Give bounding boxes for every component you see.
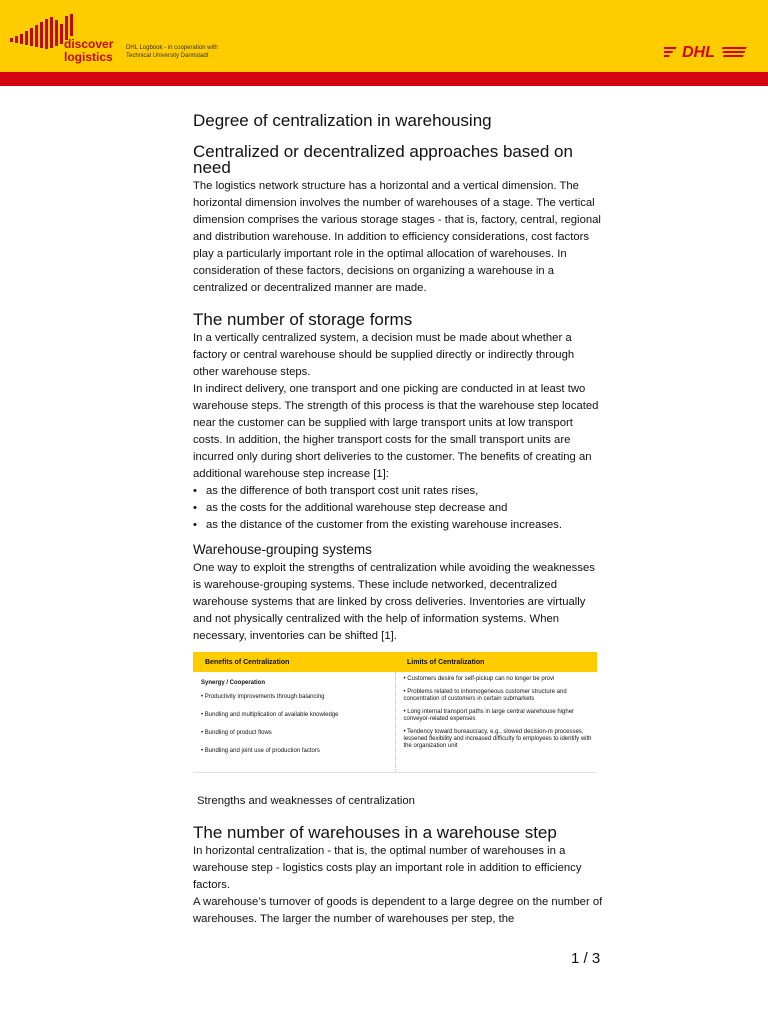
page-number: 1 / 3	[571, 950, 601, 967]
figure-limit-item: • Tendency toward bureaucracy, e.g., slowed decision-m processes, lessened flexibility and increased difficulty fo employees to identify with the organization unit	[403, 729, 592, 749]
figure-limit-item: • Problems related to inhomogeneous customer structure and concentration of customers in certain submarkets	[403, 689, 567, 702]
header-red-bar	[0, 72, 768, 86]
figure-limit-item: • Customers desire for self-pickup can no longer be provi	[403, 676, 555, 682]
paragraph-horizontal: In horizontal centralization - that is, the optimal number of warehouses in a warehouse step - logistics costs play an important role in addition to efficiency factors.	[193, 845, 582, 891]
figure-benefit-item: • Bundling and joint use of production factors	[201, 748, 320, 754]
list-item: • as the distance of the customer from the existing warehouse increases.	[193, 517, 603, 534]
figure-subheading: Synergy / Cooperation	[201, 680, 266, 686]
header-note	[126, 44, 218, 60]
list-item: • as the costs for the additional warehouse step decrease and	[193, 500, 603, 517]
section-heading-warehouse-step: The number of warehouses in a warehouse step	[193, 823, 557, 842]
section-heading-centralized: Centralized or decentralized approaches based on need	[193, 142, 573, 177]
centralization-figure	[193, 652, 597, 807]
page-header	[0, 0, 768, 72]
article	[193, 104, 603, 928]
figure-column-benefits	[193, 672, 395, 772]
figure-column-limits	[395, 672, 598, 772]
subsection-heading-grouping: Warehouse-grouping systems	[193, 542, 372, 557]
list-item: • as the difference of both transport cost unit rates rises,	[193, 483, 603, 500]
header-note-line-1: DHL Logbook - in cooperation with	[126, 45, 218, 51]
figure-caption: Strengths and weaknesses of centralization	[197, 795, 415, 807]
figure-header-row	[193, 652, 597, 672]
dhl-brand-text: DHL	[682, 44, 715, 59]
logo-line-2: logistics	[64, 50, 113, 64]
dhl-logo-icon	[664, 43, 748, 59]
figure-benefit-item: • Bundling and multiplication of available knowledge	[201, 712, 339, 718]
paragraph-turnover: A warehouse’s turnover of goods is dependent to a large degree on the number of warehouses. The larger the number of warehouses per step, the	[193, 896, 603, 925]
paragraph-indirect-delivery: In indirect delivery, one transport and one picking are conducted in at least two warehouse steps. The strength of this process is that the warehouse step located near the customer can be supplied with large transport units at low transport costs. In addition, the higher transport costs for the small transport units are incurred only during short deliveries to the customer. The benefits of creating an additional warehouse step increase [1]:	[193, 383, 599, 480]
figure-header-benefits: Benefits of Centralization	[205, 658, 290, 666]
figure-body	[193, 672, 597, 773]
paragraph-vertical: In a vertically centralized system, a decision must be made about whether a factory or central warehouse should be supplied directly or indirectly through other warehouse steps.	[193, 332, 575, 378]
section-heading-storage-forms: The number of storage forms	[193, 310, 413, 329]
logo-text	[64, 38, 113, 64]
figure-benefit-item: • Productivity improvements through balancing	[201, 694, 325, 700]
article-title: Degree of centralization in warehousing	[193, 111, 492, 130]
figure-limit-item: • Long internal transport paths in large central warehouse higher conveyor-related expenses	[403, 709, 575, 722]
logo-line-1: discover	[64, 37, 114, 51]
benefit-list	[193, 483, 603, 534]
header-note-line-2: Technical University Darmstadt	[126, 53, 209, 59]
subsection-text-grouping: One way to exploit the strengths of centralization while avoiding the weaknesses is warehouse-grouping systems. These include networked, decentralized warehouse systems that are linked by cross deliveries. Inventories are virtually and not physically centralized with the help of information systems. When necessary, inventories can be shifted [1].	[193, 562, 595, 642]
figure-header-limits: Limits of Centralization	[407, 658, 485, 666]
figure-benefit-item: • Bundling of product flows	[201, 730, 272, 736]
section-text-centralized: The logistics network structure has a horizontal and a vertical dimension. The horizontal dimension involves the number of warehouses of a stage. The vertical dimension comprises the various storage stages - that is, factory, central, regional and distribution warehouse. In addition to efficiency considerations, cost factors play a particularly important role in the optimal allocation of warehouses. In consideration of these factors, decisions on organizing a warehouse in a centralized or decentralized manner are made.	[193, 180, 601, 294]
